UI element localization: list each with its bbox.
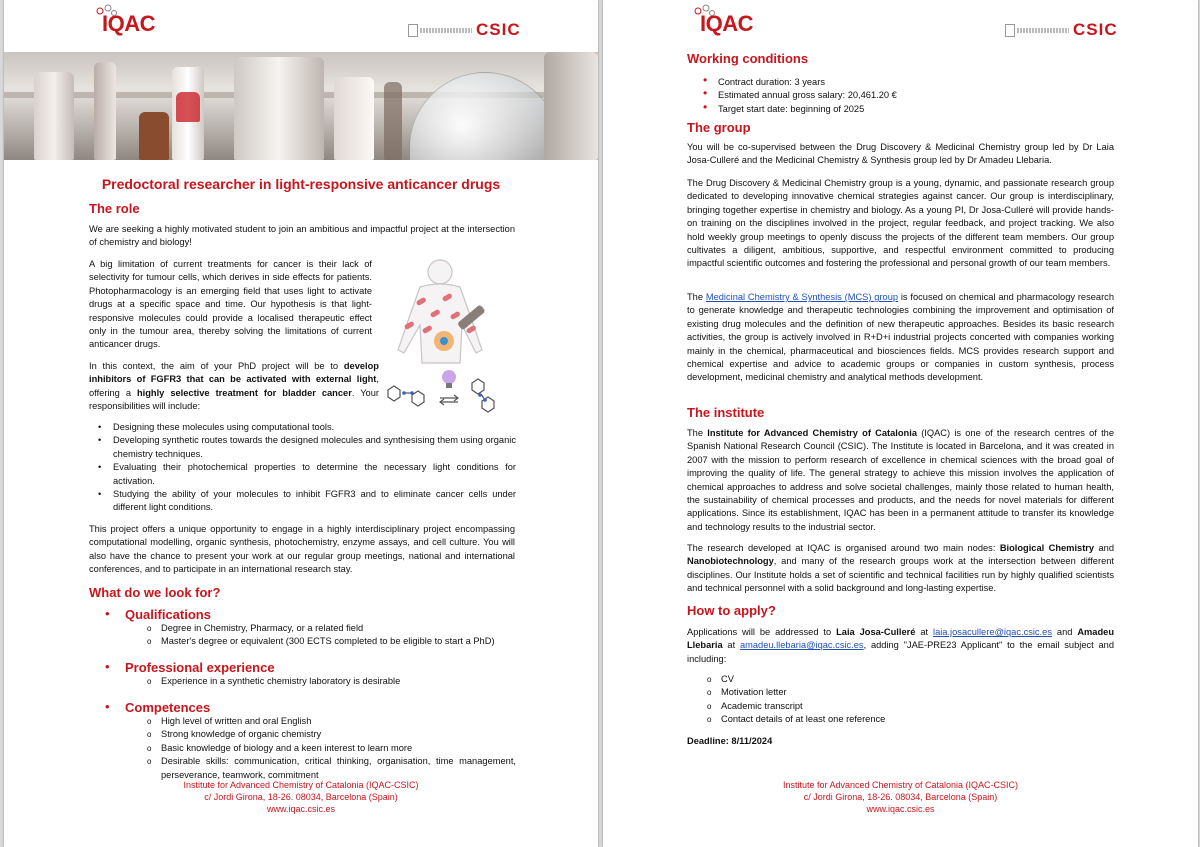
competences-heading: Competences: [125, 700, 211, 715]
list-item: o Contact details of at least one reference: [704, 713, 1084, 726]
csic-logo: CSIC: [408, 20, 521, 40]
mcs-group-link[interactable]: Medicinal Chemistry & Synthesis (MCS) group: [705, 292, 899, 302]
institute-paragraph-2: The research developed at IQAC is organised around two main nodes: Biological Chemistry and Nanobiotechnology, and many of the research groups work at the intersection between different disciplines. Our Institute holds a set of scientific and technical facilities run by highly qualified scientists and technical personnel with a solid background and long-lasting expertise.: [687, 543, 1114, 594]
working-conditions-heading: Working conditions: [687, 51, 809, 66]
list-item: o Strong knowledge of organic chemistry: [144, 728, 516, 741]
email-link-josa[interactable]: laia.josacullere@iqac.csic.es: [933, 627, 1052, 637]
project-opportunity-paragraph: This project offers a unique opportunity to engage in a highly interdisciplinary project encompassing computational modelling, organic synthesis, photochemistry, enzyme assays, and cell culture. You will also have the chance to present your work at our regular group meetings, national and international conferences, and to participate in an international research stay.: [89, 524, 515, 575]
group-mcs-paragraph: The Medicinal Chemistry & Synthesis (MCS) group is focused on chemical and pharmacology research to generate knowledge and therapeutic technologies combining the improvement and optimisation of existing drug molecules and the definition of new therapeutic approaches. Besides its basic research activities, the group is actively involved in R+D+i industrial projects concerted with companies working mainly in the chemical, pharmaceutical and biosciences fields. MCS provides research support and chemical expertise and advice to academic groups or companies in custom synthesis, process development, medicinal chemistry and analytical methods development.: [687, 292, 1115, 383]
competences-list: [144, 715, 516, 782]
document-page-2: [603, 0, 1198, 847]
list-item: o High level of written and oral English: [144, 715, 516, 728]
photopharmacology-illustration: [382, 255, 522, 420]
role-intro: We are seeking a highly motivated student to join an ambitious and impactful project at the intersection of chemistry and biology!: [89, 224, 515, 248]
page1-footer: Institute for Advanced Chemistry of Catalonia (IQAC-CSIC) c/ Jordi Girona, 18-26. 08034, Barcelona (Spain) www.iqac.csic.es: [183, 780, 419, 814]
list-item: o CV: [704, 673, 1084, 686]
institute-heading: The institute: [687, 405, 765, 420]
experience-list: [144, 675, 524, 688]
list-item: • Target start date: beginning of 2025: [701, 103, 1101, 116]
list-item: o Master's degree or equivalent (300 ECTS completed to be eligible to start a PhD): [144, 635, 524, 648]
experience-heading: Professional experience: [125, 660, 275, 675]
list-item: • Developing synthetic routes towards the designed molecules and synthesising them using organic chemistry techniques.: [96, 434, 516, 461]
list-item: o Motivation letter: [704, 686, 1084, 699]
list-item: • Estimated annual gross salary: 20,461.20 €: [701, 89, 1101, 102]
deadline: Deadline: 8/11/2024: [687, 736, 773, 746]
apply-heading: How to apply?: [687, 603, 776, 618]
document-page-1: IQAC CSIC Predoctoral researcher in light-responsive anticancer drugs The role We are seeking a highly motivated student to join an ambitious and impactful project at the intersection of chemistry and biology! A big limitation of current treatments for cancer is their lack of selectivity for tumour cells, which derives in side effects for patients. Photopharmacology is an emerging field that uses light to activate drugs at a specific space and time. Our hypothesis is that light-responsive molecules could provide a localised therapeutic effect only in the tumour area, thereby solving the limitations of current anticancer drugs. In this context, the aim of your PhD project will be to develop inhibitors of FGFR3 that can be activated with external light, offering a highly selective treatment for bladder cancer. Your responsibilities will include: • Designing these molecules using computational tools. • Developing synthetic routes towards the designed molecules and synthesising them using organic chemistry techniques. • Evaluating their photochemical properties to determine the necessary light conditions for activation. • Studying the ability of your molecules to inhibit FGFR3 and to eliminate cancer cells under different light conditions. This project offers a unique opportunity to engage in a highly interdisciplinary project encompassing computational modelling, organic synthesis, photochemistry, enzyme assays, and cell culture. You will also have the chance to present your work at our regular group meetings, national and international conferences, and to participate in an international research stay. What do we look for? • Qualifications o Degree in Chemistry, Pharmacy, or a related field o Master's degree or equivalent (300 ECTS completed to be eligible to start a PhD) • Professional experience o Experience in a synthetic chemistry laboratory is desirable • Competences o High level of written and oral English o Strong knowledge of organic chemistry o Basic knowledge of biology and a keen interest to learn more o Desirable skills: communication, critical thinking, organisation, time management, perseverance, teamwork, commitment Institute for Advanced Chemistry of Catalonia (IQAC-CSIC) c/ Jordi Girona, 18-26. 08034, Barcelona (Spain) www.iqac.csic.es: [4, 0, 598, 847]
laboratory-photo: [4, 52, 598, 160]
job-title: Predoctoral researcher in light-responsive anticancer drugs: [101, 176, 501, 192]
application-documents-list: [704, 673, 1084, 727]
qualifications-list: [144, 622, 524, 649]
responsibilities-list: [96, 421, 516, 515]
group-ddmc-paragraph: The Drug Discovery & Medicinal Chemistry group is a young, dynamic, and passionate research group dedicated to developing innovative chemical strategies against cancer. Our group is interdisciplinary, bringing together expertise in chemistry and biology. As a young PI, Dr Josa-Culleré will provide hands-on training on the disciplines involved in the project, regular feedback, and project tracking. We also hold weekly group meetings to openly discuss the projects of the different team members. Our group cultivates a diligent, ambitious, supportive, and respectful environment committed to producing impactful scientific outcomes and fostering the professional and personal growth of our team members.: [687, 178, 1114, 269]
group-heading: The group: [687, 120, 751, 135]
qualifications-heading: Qualifications: [125, 607, 211, 622]
apply-paragraph: Applications will be addressed to Laia Josa-Culleré at laia.josacullere@iqac.csic.es and Amadeu Llebaria at amadeu.llebaria@iqac.csic.es, adding "JAE-PRE23 Applicant" to the email subject and including:: [687, 627, 1115, 664]
list-item: • Contract duration: 3 years: [701, 76, 1101, 89]
iqac-logo: IQAC: [700, 11, 753, 37]
list-item: o Basic knowledge of biology and a keen interest to learn more: [144, 742, 516, 755]
list-item: • Designing these molecules using computational tools.: [96, 421, 516, 434]
role-aim-paragraph: In this context, the aim of your PhD project will be to develop inhibitors of FGFR3 that can be activated with external light, offering a highly selective treatment for bladder cancer. Your responsibilities will include:: [89, 361, 379, 412]
list-item: • Evaluating their photochemical properties to determine the necessary light conditions for activation.: [96, 461, 516, 488]
iqac-logo: IQAC: [102, 11, 155, 37]
list-item: o Desirable skills: communication, critical thinking, organisation, time management, perseverance, teamwork, commitment: [144, 755, 516, 782]
list-item: o Degree in Chemistry, Pharmacy, or a related field: [144, 622, 524, 635]
role-heading: The role: [89, 201, 140, 216]
list-item: • Studying the ability of your molecules to inhibit FGFR3 and to eliminate cancer cells under different light conditions.: [96, 488, 516, 515]
group-cosupervision-paragraph: You will be co-supervised between the Drug Discovery & Medicinal Chemistry group led by Dr Laia Josa-Culleré and the Medicinal Chemistry & Synthesis group led by Dr Amadeu Llebaria.: [687, 142, 1114, 166]
csic-logo: CSIC: [1005, 20, 1118, 40]
page2-footer: Institute for Advanced Chemistry of Catalonia (IQAC-CSIC) c/ Jordi Girona, 18-26. 08034, Barcelona (Spain) www.iqac.csic.es: [782, 780, 1019, 814]
list-item: o Experience in a synthetic chemistry laboratory is desirable: [144, 675, 524, 688]
list-item: o Academic transcript: [704, 700, 1084, 713]
institute-paragraph-1: The Institute for Advanced Chemistry of Catalonia (IQAC) is one of the research centres of the Spanish National Research Council (CSIC). The Institute is located in Barcelona, and it was created in 2007 with the mission to perform research of excellence in chemical sciences with the broad goal of improving the quality of life. The general strategy to achieve this mission involves the application of chemical approaches to address and solve societal challenges, mainly those related to human health, the sustainability of chemical processes and products, and the needs for novel materials for different applications. Since its establishment, IQAC has been in a permanent attitude to transfer its knowledge and technology results to the industrial sector.: [687, 428, 1114, 532]
email-link-llebaria[interactable]: amadeu.llebaria@iqac.csic.es: [739, 640, 864, 651]
working-conditions-list: [701, 76, 1101, 116]
role-limitation-paragraph: A big limitation of current treatments for cancer is their lack of selectivity for tumour cells, which derives in side effects for patients. Photopharmacology is an emerging field that uses light to activate drugs at a specific space and time. Our hypothesis is that light-responsive molecules could provide a localised therapeutic effect only in the tumour area, thereby solving the limitations of current anticancer drugs.: [89, 259, 372, 350]
lookfor-heading: What do we look for?: [89, 585, 221, 600]
